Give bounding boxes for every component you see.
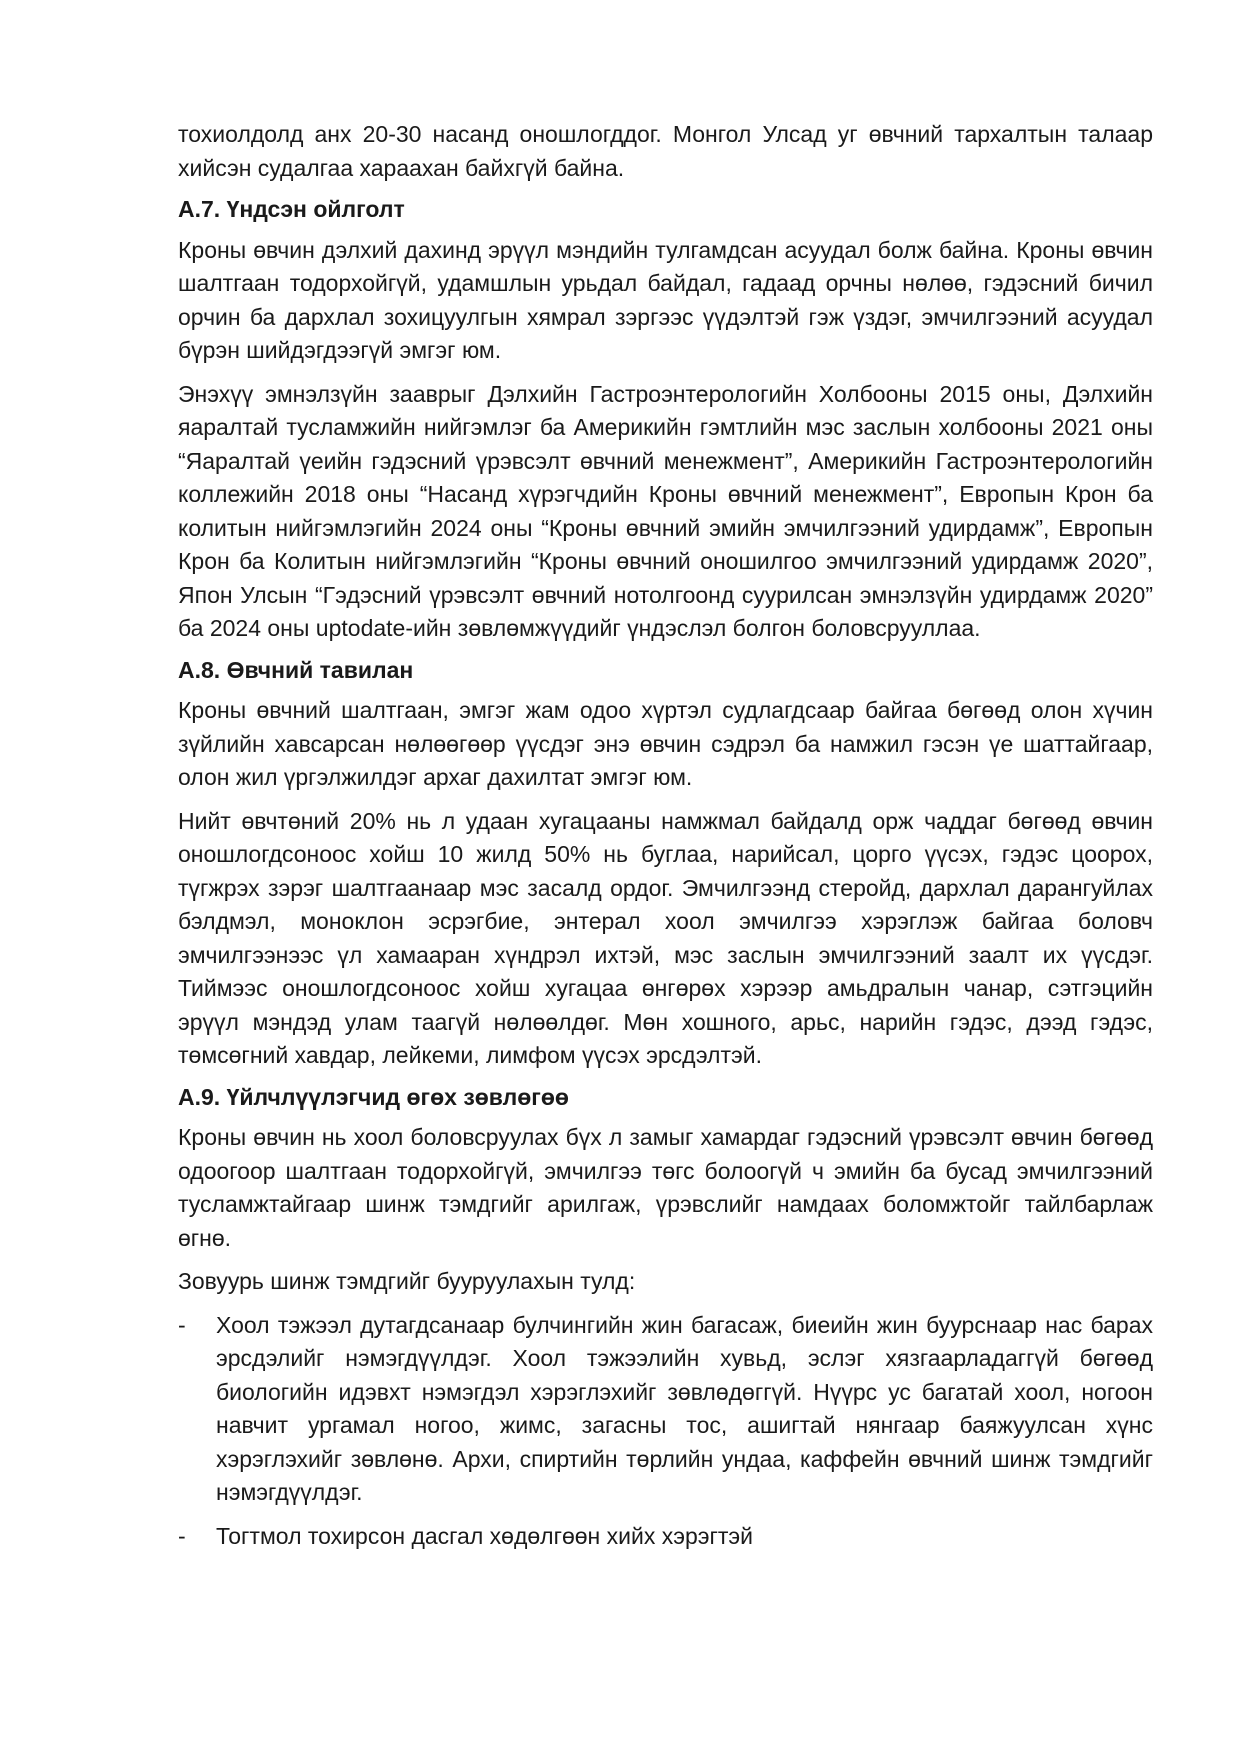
advice-list [178,1309,1153,1554]
a7-paragraph-1: Кроны өвчин дэлхий дахинд эрүүл мэндийн тулгамдсан асуудал болж байна. Кроны өвчин шалтгаан тодорхойгүй, удамшлын урьдал байдал, гадаад орчны нөлөө, гэдэсний бичил орчин ба дархлал зохицуулгын хямрал зэргээс үүдэлтэй гэж үздэг, эмчилгээний асуудал бүрэн шийдэгдээгүй эмгэг юм. [178,236,1153,363]
a7-paragraph-2: Энэхүү эмнэлзүйн зааврыг Дэлхийн Гастроэнтерологийн Холбооны 2015 оны, Дэлхийн яаралтай тусламжийн нийгэмлэг ба Америкийн гэмтлийн мэс заслын холбооны 2021 оны “Яаралтай үеийн гэдэсний үрэвсэлт өвчний менежмент”, Америкийн Гастроэнтерологийн коллежийн 2018 оны “Насанд хүрэгчдийн Кроны өвчний менежмент”, Европын Крон ба колитын нийгэмлэгийн 2024 оны “Кроны өвчний эмийн эмчилгээний удирдамж”, Европын Крон ба Колитын нийгэмлэгийн “Кроны өвчний оношилгоо эмчилгээний удирдамж 2020”, Япон Улсын “Гэдэсний үрэвсэлт өвчний нотолгоонд суурилсан эмнэлзүйн удирдамж 2020” ба 2024 оны uptodate-ийн зөвлөмжүүдийг үндэслэл болгон боловсрууллаа. [178,380,1153,641]
list-item-text: Тогтмол тохирсон дасгал хөдөлгөөн хийх хэрэгтэй [216,1522,754,1549]
section-heading-a8: А.8. Өвчний тавилан [178,656,414,683]
a8-paragraph-2: Нийт өвчтөний 20% нь л удаан хугацааны намжмал байдалд орж чаддаг бөгөөд өвчин оношлогдсоноос хойш 10 жилд 50% нь буглаа, нарийсал, цорго үүсэх, гэдэс цоорох, түгжрэх зэрэг шалтгаанаар мэс засалд ордог. Эмчилгээнд стеройд, дархлал дарангуйлах бэлдмэл, моноклон эсрэгбие, энтерал хоол эмчилгээ хэрэглэж байгаа боловч эмчилгээнээс үл хамааран хүндрэл ихтэй, мэс заслын эмчилгээний заалт их үүсдэг. Тиймээс оношлогдсоноос хойш хугацаа өнгөрөх хэрээр амьдралын чанар, сэтгэцийн эрүүл мэндэд улам таагүй нөлөөлдөг. Мөн хошного, арьс, нарийн гэдэс, дээд гэдэс, төмсөгний хавдар, лейкеми, лимфом үүсэх эрсдэлтэй. [178,807,1153,1068]
list-dash-marker: - [178,1311,186,1338]
list-item-text: Хоол тэжээл дутагдсанаар булчингийн жин багасаж, биеийн жин буурснаар нас барах эрсдэлийг нэмэгдүүлдэг. Хоол тэжээлийн хувьд, эслэг хязгаарладаггүй бөгөөд биологийн идэвхт нэмэгдэл хэрэглэхийг зөвлөдөггүй. Нүүрс ус багатай хоол, ногоон навчит ургамал ногоо, жимс, загасны тос, ашигтай нянгаар баяжуулсан хүнс хэрэглэхийг зөвлөнө. Архи, спиртийн төрлийн ундаа, каффейн өвчний шинж тэмдгийг нэмэгдүүлдэг. [216,1311,1153,1505]
a9-paragraph-2: Зовуурь шинж тэмдгийг бууруулахын тулд: [178,1268,636,1294]
list-dash-marker: - [178,1522,186,1549]
intro-paragraph: тохиолдолд анх 20-30 насанд оношлогддог. Монгол Улсад уг өвчний тархалтын талаар хийсэн судалгаа хараахан байхгүй байна. [178,121,1153,181]
a9-paragraph-1: Кроны өвчин нь хоол боловсруулах бүх л замыг хамардаг гэдэсний үрэвсэлт өвчин бөгөөд одоогоор шалтгаан тодорхойгүй, эмчилгээ төгс болоогүй ч эмийн ба бусад эмчилгээний тусламжтайгаар шинж тэмдгийг арилгаж, үрэвслийг намдаах боломжтойг тайлбарлаж өгнө. [178,1124,1153,1251]
list-item [178,1520,1153,1554]
section-heading-a7: А.7. Үндсэн ойлголт [178,196,405,222]
a8-paragraph-1: Кроны өвчний шалтгаан, эмгэг жам одоо хүртэл судлагдсаар байгаа бөгөөд олон хүчин зүйлийн хавсарсан нөлөөгөөр үүсдэг энэ өвчин сэдрэл ба намжил гэсэн үе шаттайгаар, олон жил үргэлжилдэг архаг дахилтат эмгэг юм. [178,697,1153,790]
section-heading-a9: А.9. Үйлчлүүлэгчид өгөх зөвлөгөө [178,1083,569,1110]
list-item [178,1309,1153,1510]
document-page [178,118,1153,1553]
